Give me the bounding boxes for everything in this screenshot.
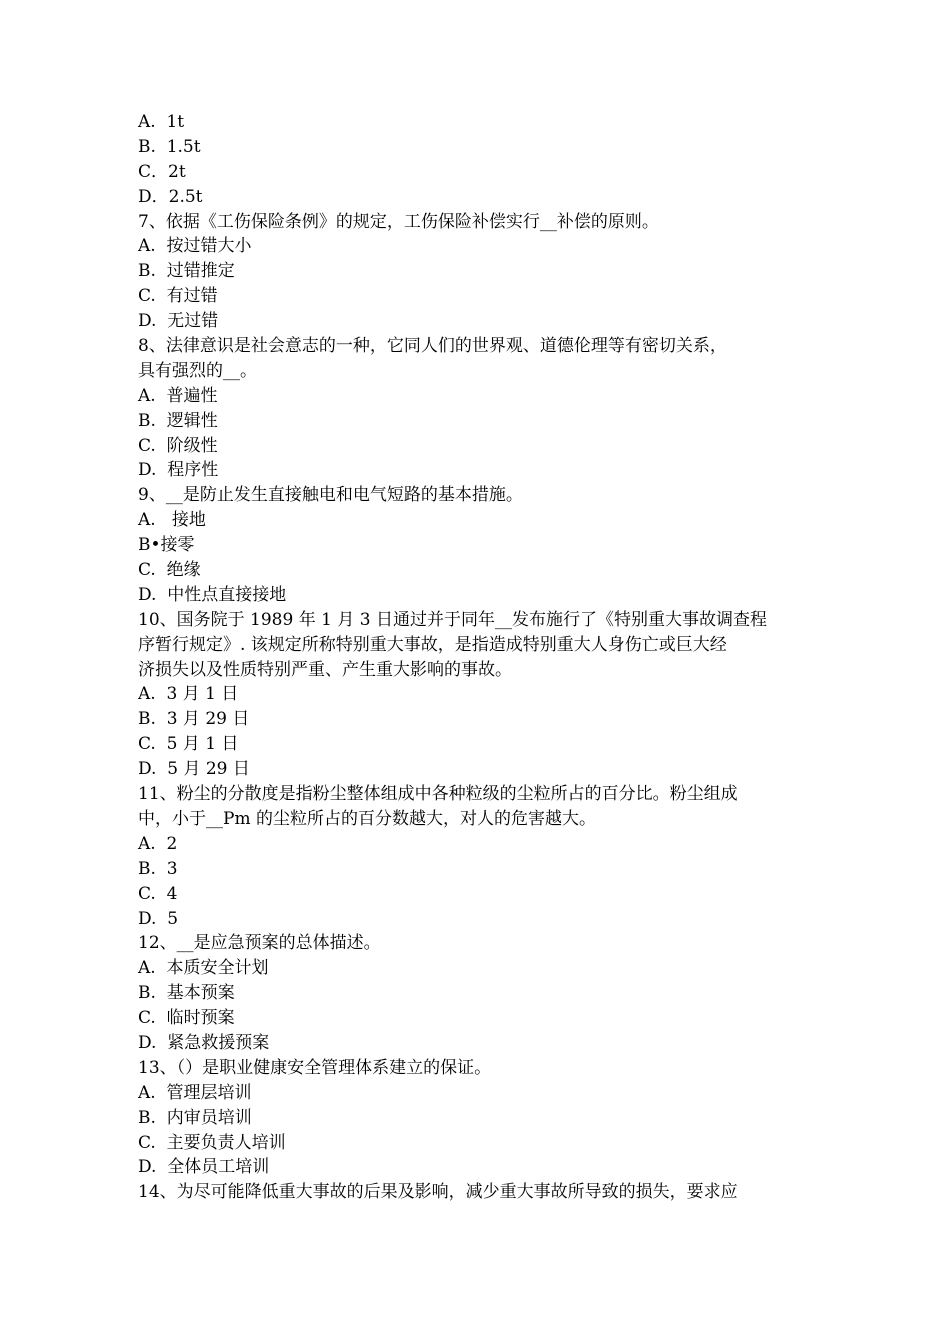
question-14: 14、为尽可能降低重大事故的后果及影响，减少重大事故所导致的损失，要求应 (138, 1182, 738, 1203)
option-line: C. 4 (138, 883, 178, 904)
question-7: 7、依据《工伤保险条例》的规定，工伤保险补偿实行__补偿的原则。 (138, 211, 659, 232)
question-9: 9、__是防止发生直接触电和电气短路的基本措施。 (138, 485, 523, 506)
option-line: B. 3 月 29 日 (138, 709, 250, 730)
question-10-cont: 济损失以及性质特别严重、产生重大影响的事故。 (138, 659, 512, 680)
option-line: A. 本质安全计划 (138, 958, 269, 979)
question-11: 11、粉尘的分散度是指粉尘整体组成中各种粒级的尘粒所占的百分比。粉尘组成 (138, 784, 738, 805)
option-line: B. 逻辑性 (138, 410, 218, 431)
question-10: 10、国务院于 1989 年 1 月 3 日通过并于同年__发布施行了《特别重大事故调查程 (138, 609, 767, 630)
question-12: 12、__是应急预案的总体描述。 (138, 933, 381, 954)
option-line: C. 阶级性 (138, 435, 218, 456)
option-line: B. 内审员培训 (138, 1107, 252, 1128)
option-line: C. 临时预案 (138, 1008, 235, 1029)
option-line: A. 接地 (138, 510, 206, 531)
option-line: C．2t (138, 161, 186, 182)
option-line: D. 全体员工培训 (138, 1157, 270, 1178)
question-11-cont: 中，小于__Pm 的尘粒所占的百分数越大，对人的危害越大。 (138, 808, 596, 829)
question-8: 8、法律意识是社会意志的一种，它同人们的世界观、道德伦理等有密切关系， (138, 336, 727, 357)
option-line: C. 主要负责人培训 (138, 1132, 286, 1153)
option-line: C. 绝缘 (138, 560, 201, 581)
option-line: B•接零 (138, 535, 195, 556)
option-line: A. 1t (138, 112, 185, 132)
option-line: A. 2 (138, 833, 178, 854)
option-line: D. 5 月 29 日 (138, 759, 250, 780)
document-body (138, 110, 828, 1205)
option-line: A. 3 月 1 日 (138, 684, 239, 705)
option-line: D. 中性点直接接地 (138, 584, 287, 605)
option-line: C. 有过错 (138, 286, 218, 307)
option-line: D．2.5t (138, 186, 203, 207)
option-line: B. 过错推定 (138, 261, 235, 282)
option-line: A. 按过错大小 (138, 236, 252, 257)
option-line: D. 程序性 (138, 460, 219, 481)
option-line: D. 无过错 (138, 311, 219, 332)
option-line: A. 管理层培训 (138, 1082, 252, 1103)
option-line: B. 基本预案 (138, 983, 235, 1004)
question-13: 13、（）是职业健康安全管理体系建立的保证。 (138, 1057, 492, 1078)
option-line: C. 5 月 1 日 (138, 734, 239, 755)
option-line: A. 普遍性 (138, 385, 218, 406)
option-line: D. 5 (138, 908, 179, 929)
option-line: B. 3 (138, 858, 178, 879)
option-line: D. 紧急救援预案 (138, 1032, 270, 1053)
question-10-cont: 序暂行规定》. 该规定所称特别重大事故，是指造成特别重大人身伤亡或巨大经 (138, 634, 727, 655)
option-line: B. 1.5t (138, 136, 201, 157)
question-8-cont: 具有强烈的__。 (138, 360, 257, 381)
